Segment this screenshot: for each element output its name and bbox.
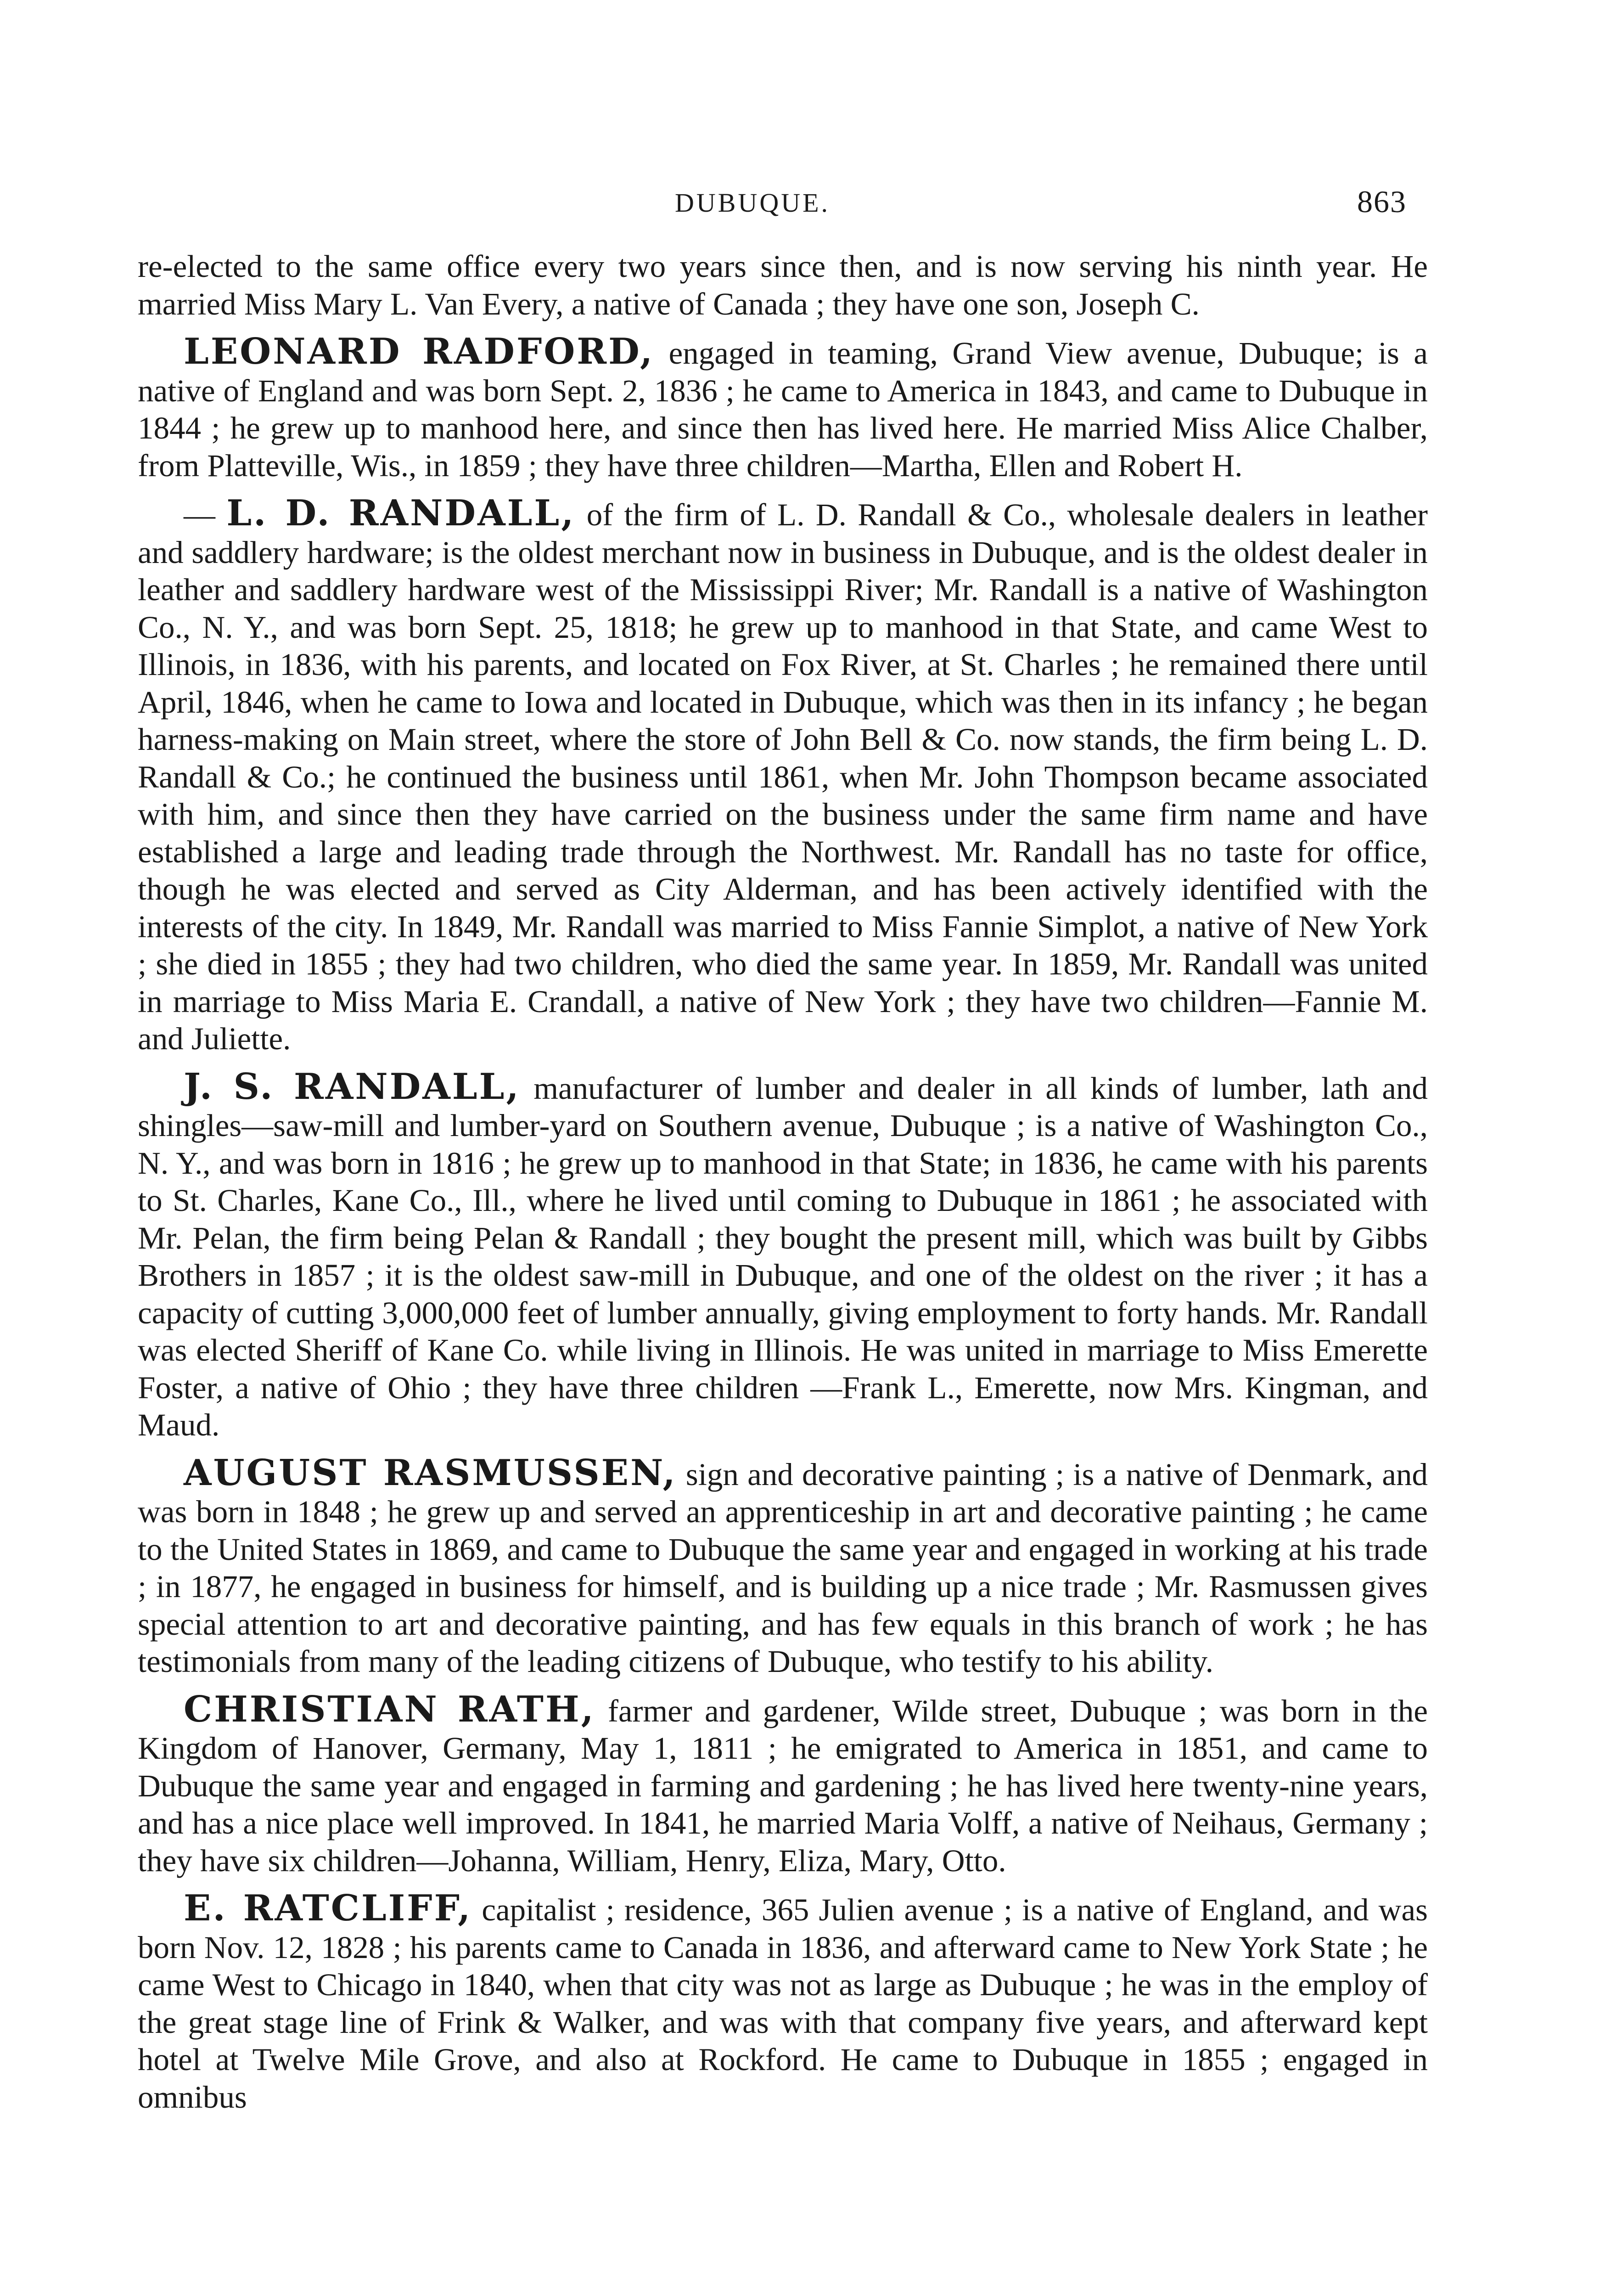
- entry-name: AUGUST RASMUSSEN,: [184, 1452, 677, 1494]
- entry-name: LEONARD RADFORD,: [184, 331, 655, 372]
- entry-lead-dash: —: [184, 497, 227, 532]
- entry-text: of the firm of L. D. Randall & Co., wholesale dealers in leather and saddlery hardware; is the oldest merchant now in business in Dubuque, and is the oldest dealer in leather and saddlery hardware west of the Mississippi River; Mr. Randall is a native of Washington Co., N. Y., and was born Sept. 25, 1818; he grew up to manhood in that State, and came West to Illinois, in 1836, with his parents, and located on Fox River, at St. Charles ; he remained there until April, 1846, when he came to Iowa and located in Dubuque, which was then in its infancy ; he began harness-making on Main street, where the store of John Bell & Co. now stands, the firm being L. D. Randall & Co.; he continued the business until 1861, when Mr. John Thompson became associated with him, and since then they have carried on the business under the same firm name and have established a large and leading trade through the Northwest. Mr. Randall has no taste for office, though he was elected and served as City Alderman, and has been actively identified with the interests of the city. In 1849, Mr. Randall was married to Miss Fannie Simplot, a native of New York ; she died in 1855 ; they had two children, who died the same year. In 1859, Mr. Randall was united in marriage to Miss Maria E. Crandall, a native of New York ; they have two children—Fannie M. and Juliette.: [138, 497, 1428, 1056]
- biography-entry-continued: [138, 248, 1428, 323]
- entry-text: farmer and gardener, Wilde street, Dubuque ; was born in the Kingdom of Hanover, Germany, May 1, 1811 ; he emigrated to America in 1851, and came to Dubuque the same year and engaged in farming and gardening ; he has lived here twenty-nine years, and has a nice place well improved. In 1841, he married Maria Volff, a native of Neihaus, Germany ; they have six children—Johanna, William, Henry, Eliza, Mary, Otto.: [138, 1693, 1428, 1878]
- entry-name: J. S. RANDALL,: [184, 1065, 521, 1108]
- entry-name: E. RATCLIFF,: [184, 1887, 472, 1929]
- biography-entry-radford: [138, 333, 1428, 484]
- entry-text: manufacturer of lumber and dealer in all kinds of lumber, lath and shingles—saw-mill and lumber-yard on Southern avenue, Dubuque ; is a native of Washington Co., N. Y., and was born in 1816 ; he grew up to manhood in that State; in 1836, he came with his parents to St. Charles, Kane Co., Ill., where he lived until coming to Dubuque in 1861 ; he associated with Mr. Pelan, the firm being Pelan & Randall ; they bought the present mill, which was built by Gibbs Brothers in 1857 ; it is the oldest saw-mill in Dubuque, and one of the oldest on the river ; it has a capacity of cutting 3,000,000 feet of lumber annually, giving employment to forty hands. Mr. Randall was elected Sheriff of Kane Co. while living in Illinois. He was united in marriage to Miss Emerette Foster, a native of Ohio ; they have three children —Frank L., Emerette, now Mrs. Kingman, and Maud.: [138, 1070, 1428, 1442]
- entry-text: re-elected to the same office every two years since then, and is now serving his ninth year. He married Miss Mary L. Van Every, a native of Canada ; they have one son, Joseph C.: [138, 249, 1428, 321]
- entry-name: CHRISTIAN RATH,: [184, 1688, 595, 1730]
- running-title: DUBUQUE.: [675, 188, 830, 218]
- entry-name: L. D. RANDALL,: [226, 492, 576, 534]
- biography-entry-js-randall: [138, 1065, 1428, 1444]
- entry-text: engaged in teaming, Grand View avenue, Dubuque; is a native of England and was born Sept. 2, 1836 ; he came to America in 1843, and came to Dubuque in 1844 ; he grew up to manhood here, and since then has lived here. He married Miss Alice Chalber, from Platteville, Wis., in 1859 ; they have three children—Martha, Ellen and Robert H.: [138, 336, 1428, 483]
- biography-entry-rasmussen: [138, 1454, 1428, 1681]
- biography-entry-rath: [138, 1688, 1428, 1880]
- page-number: 863: [1357, 184, 1407, 219]
- entry-text: sign and decorative painting ; is a native of Denmark, and was born in 1848 ; he grew up and served an apprenticeship in art and decorative painting ; he came to the United States in 1869, and came to Dubuque the same year and engaged in working at his trade ; in 1877, he engaged in business for himself, and is building up a nice trade ; Mr. Rasmussen gives special attention to art and decorative painting, and has few equals in this branch of work ; he has testimonials from many of the leading citizens of Dubuque, who testify to his ability.: [138, 1457, 1428, 1679]
- biography-entry-ratcliff: [138, 1887, 1428, 2116]
- biography-column: [138, 248, 1428, 2116]
- biography-entry-ld-randall: [138, 492, 1428, 1058]
- entry-text: capitalist ; residence, 365 Julien avenue ; is a native of England, and was born Nov. 12, 1828 ; his parents came to Canada in 1836, and afterward came to New York State ; he came West to Chicago in 1840, when that city was not as large as Dubuque ; he was in the employ of the great stage line of Frink & Walker, and was with that company five years, and afterward kept hotel at Twelve Mile Grove, and also at Rockford. He came to Dubuque in 1855 ; engaged in omnibus: [138, 1892, 1428, 2115]
